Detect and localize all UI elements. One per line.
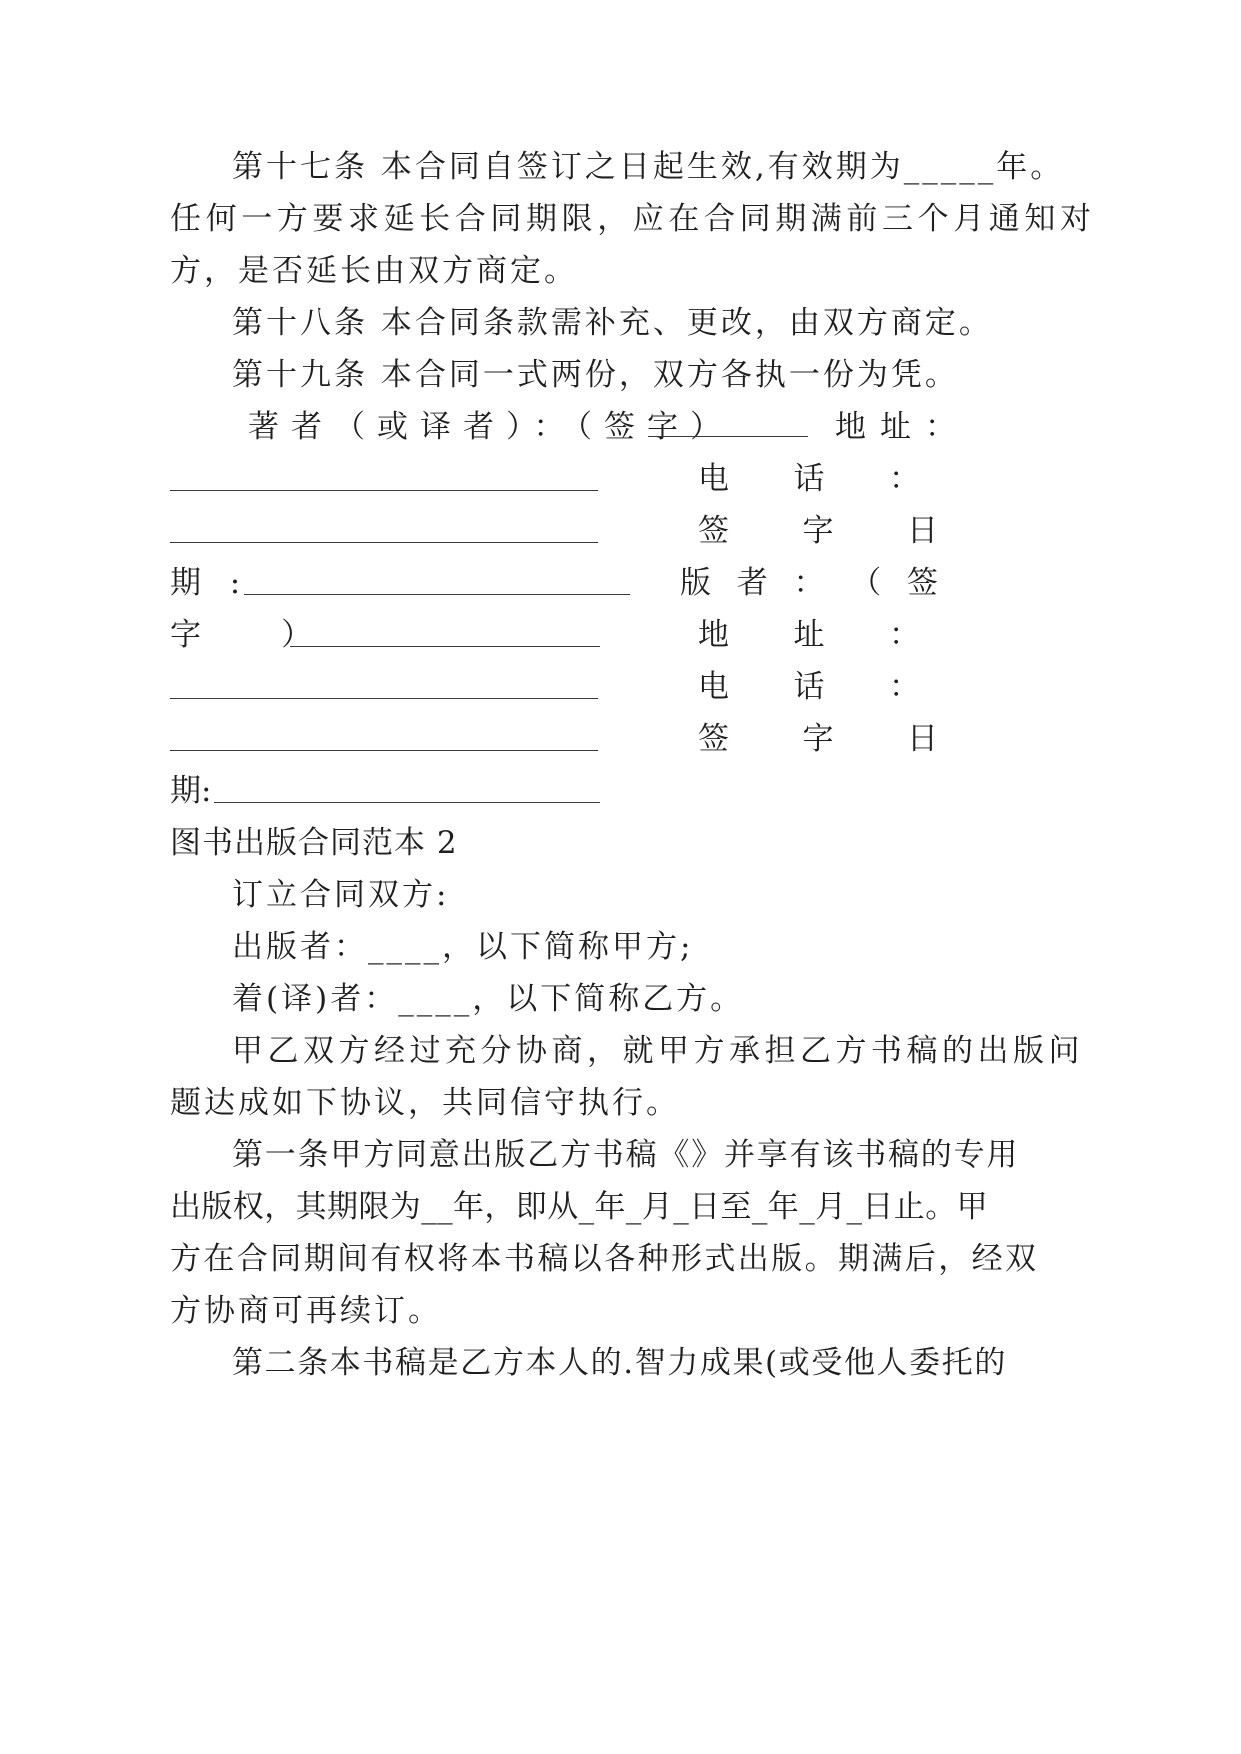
intro-line-2: 题达成如下协议，共同信守执行。 — [170, 1085, 680, 1121]
author-signature-underline — [648, 436, 808, 437]
article-2-line-1: 第二条本书稿是乙方本人的.智力成果(或受他人委托的 — [232, 1345, 1007, 1381]
publisher-sign-tail: 字 ） — [170, 617, 316, 653]
publisher-address-label: 地 址 ： — [698, 617, 920, 653]
publisher-phone-underline — [170, 750, 598, 751]
intro-line-1: 甲乙双方经过充分协商，就甲方承担乙方书稿的出版问 — [232, 1033, 1084, 1069]
article-18: 第十八条 本合同条款需补充、更改，由双方商定。 — [232, 305, 993, 341]
author-sign-date-label: 签 字 日 — [698, 513, 938, 549]
author-phone-underline — [170, 542, 598, 543]
author-signature-label: 著者（或译者）：（签字） — [248, 409, 733, 445]
publisher-party: 出版者：____，以下简称甲方; — [232, 929, 694, 965]
article-1-line-1: 第一条甲方同意出版乙方书稿《》并享有该书稿的专用 — [232, 1137, 1020, 1173]
article-1-line-4: 方协商可再续订。 — [170, 1293, 442, 1329]
author-party: 着(译)者：____，以下简称乙方。 — [232, 981, 745, 1017]
author-date-tail: 期 : — [170, 565, 244, 601]
author-phone-label: 电 话 ： — [698, 461, 920, 497]
article-1-line-3: 方在合同期间有权将本书稿以各种形式出版。期满后，经双 — [170, 1241, 1039, 1277]
contract-parties: 订立合同双方: — [232, 877, 450, 913]
author-date-underline — [244, 594, 630, 595]
publisher-sign-date-label: 签 字 日 — [698, 721, 938, 757]
sample-2-heading: 图书出版合同范本 2 — [170, 825, 458, 861]
publisher-signature-underline — [290, 646, 600, 647]
article-17-line-2: 任何一方要求延长合同期限，应在合同期满前三个月通知对 — [170, 201, 1096, 237]
article-1-line-2: 出版权，其期限为__年，即从_年_月_日至_年_月_日止。甲 — [170, 1189, 988, 1225]
article-17-line-3: 方，是否延长由双方商定。 — [170, 253, 578, 289]
publisher-signature-label: 版 者 ： （ 签 — [680, 565, 938, 601]
author-address-label: 地址： — [835, 409, 970, 445]
article-19: 第十九条 本合同一式两份，双方各执一份为凭。 — [232, 357, 959, 393]
article-17-line-1: 第十七条 本合同自签订之日起生效,有效期为_____年。 — [232, 149, 1065, 185]
publisher-phone-label: 电 话 ： — [698, 669, 920, 705]
publisher-date-underline — [214, 802, 600, 803]
publisher-address-underline — [170, 698, 598, 699]
publisher-date-tail: 期: — [170, 773, 212, 809]
author-address-underline — [170, 490, 598, 491]
